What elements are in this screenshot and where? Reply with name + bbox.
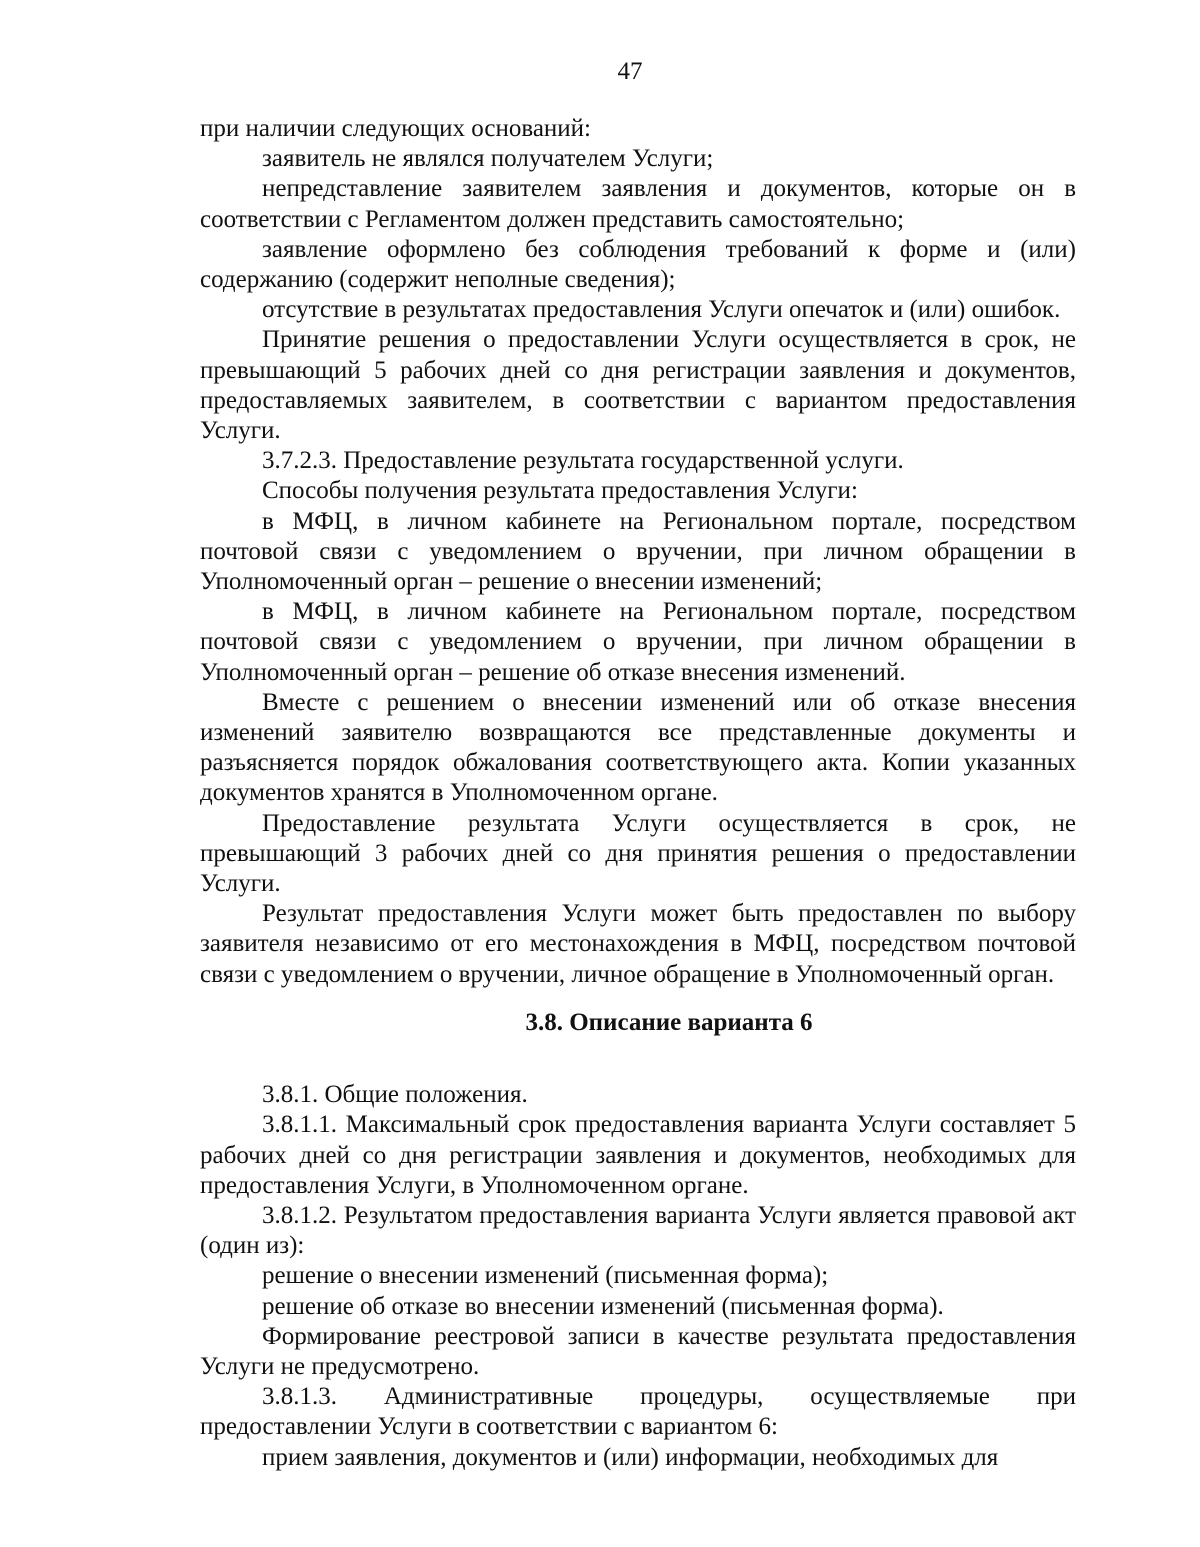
paragraph: в МФЦ, в личном кабинете на Региональном портале, посредством почтовой связи с уведомлением о вручении, при личном обращении в Уполномоченный орган – решение об отказе внесения изменений.: [200, 598, 1076, 686]
paragraph: в МФЦ, в личном кабинете на Региональном портале, посредством почтовой связи с уведомлением о вручении, при личном обращении в Уполномоченный орган – решение о внесении изменений;: [200, 507, 1076, 596]
paragraph: Результат предоставления Услуги может быть предоставлен по выбору заявителя независимо от его местонахождения в МФЦ, посредством почтовой связи с уведомлением о вручении, личное обращение в Уполномоченный орган.: [200, 900, 1076, 988]
paragraph: решение о внесении изменений (письменная форма);: [262, 1262, 829, 1290]
paragraph: 3.8.1.3. Административные процедуры, осуществляемые при предоставлении Услуги в соответствии с вариантом 6:: [200, 1383, 1076, 1441]
page-number: 47: [617, 58, 643, 85]
paragraph: заявление оформлено без соблюдения требований к форме и (или) содержанию (содержит неполные сведения);: [200, 235, 1076, 294]
paragraph: Предоставление результата Услуги осуществляется в срок, не превышающий 3 рабочих дней со дня принятия решения о предоставлении Услуги.: [200, 809, 1076, 898]
paragraph: 3.7.2.3. Предоставление результата государственной услуги.: [262, 447, 904, 475]
paragraph: решение об отказе во внесении изменений (письменная форма).: [262, 1292, 944, 1320]
paragraph: заявитель не являлся получателем Услуги;: [262, 145, 714, 173]
paragraph: Формирование реестровой записи в качестве результата предоставления Услуги не предусмотрено.: [200, 1322, 1076, 1380]
paragraph: Способы получения результата предоставления Услуги:: [262, 477, 858, 505]
document-body: [200, 114, 1076, 1473]
paragraph: прием заявления, документов и (или) информации, необходимых для: [262, 1443, 999, 1471]
paragraph: 3.8.1. Общие положения.: [262, 1081, 528, 1109]
paragraph: Вместе с решением о внесении изменений или об отказе внесения изменений заявителю возвращаются все представленные документы и разъясняется порядок обжалования соответствующего акта. Копии указанных документов хранятся в Уполномоченном органе.: [200, 688, 1076, 807]
paragraph: 3.8.1.1. Максимальный срок предоставления варианта Услуги составляет 5 рабочих дней со дня регистрации заявления и документов, необходимых для предоставления Услуги, в Уполномоченном органе.: [200, 1111, 1076, 1199]
paragraph: при наличии следующих оснований:: [200, 115, 592, 142]
paragraph: непредставление заявителем заявления и документов, которые он в соответствии с Регламентом должен представить самостоятельно;: [200, 175, 1076, 233]
paragraph: отсутствие в результатах предоставления Услуги опечаток и (или) ошибок.: [262, 296, 1061, 324]
paragraph: 3.8.1.2. Результатом предоставления варианта Услуги является правовой акт (один из):: [200, 1201, 1076, 1260]
paragraph: Принятие решения о предоставлении Услуги осуществляется в срок, не превышающий 5 рабочих дней со дня регистрации заявления и документов, предоставляемых заявителем, в соответствии с вариантом предоставления Услуги.: [200, 326, 1076, 445]
section-heading: 3.8. Описание варианта 6: [525, 1008, 813, 1036]
